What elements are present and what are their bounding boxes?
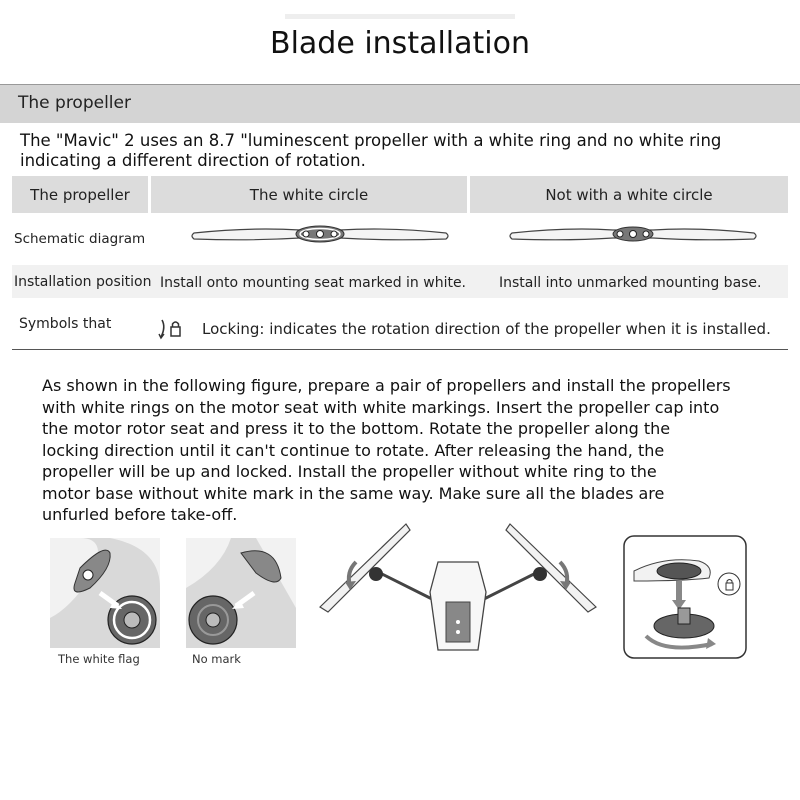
intro-line: indicating a different direction of rotation.	[20, 151, 366, 170]
row-label-schematic: Schematic diagram	[14, 231, 146, 247]
top-faint-rule	[0, 14, 800, 20]
propeller-icon	[190, 221, 450, 251]
table-header-white-circle: The white circle	[151, 176, 467, 213]
white-flag-figure	[50, 538, 160, 648]
table-header-no-circle: Not with a white circle	[470, 176, 788, 213]
instruction-line: with white rings on the motor seat with white markings. Insert the propeller cap into	[42, 397, 720, 417]
instruction-line: propeller will be up and locked. Install the propeller without white ring to the	[42, 462, 657, 481]
no-mark-figure	[186, 538, 296, 648]
row-label-installation: Installation position	[14, 274, 152, 290]
table-bottom-rule	[12, 349, 788, 350]
instruction-line: the motor rotor seat and press it to the bottom. Rotate the propeller along the	[42, 419, 671, 438]
locking-detail-figure	[624, 536, 746, 658]
installation-white: Install onto mounting seat marked in white.	[160, 275, 467, 291]
instructions-paragraph	[42, 375, 782, 526]
section-header	[0, 84, 800, 123]
intro-line: The "Mavic" 2 uses an 8.7 "luminescent propeller with a white ring and no white ring	[20, 131, 722, 150]
row-label-symbols: Symbols that	[19, 316, 112, 332]
section-heading: The propeller	[18, 93, 131, 113]
instruction-line: locking direction until it can't continue to rotate. After releasing the hand, the	[42, 440, 665, 460]
propeller-icon	[508, 221, 758, 251]
instruction-line: As shown in the following figure, prepare a pair of propellers and install the propellers	[42, 376, 731, 395]
drone-icon	[318, 522, 598, 662]
caption-white-flag: The white flag	[58, 652, 140, 666]
installation-plain: Install into unmarked mounting base.	[499, 275, 762, 291]
instruction-line: motor base without white mark in the same way. Make sure all the blades are	[42, 483, 665, 503]
table-header-propeller: The propeller	[12, 176, 148, 213]
instruction-line: unfurled before take-off.	[42, 505, 238, 524]
page-title: Blade installation	[270, 26, 530, 61]
caption-no-mark: No mark	[192, 652, 241, 666]
lock-icon	[158, 317, 184, 341]
intro-paragraph	[20, 131, 790, 171]
symbols-text: Locking: indicates the rotation direction of the propeller when it is installed.	[202, 320, 771, 338]
